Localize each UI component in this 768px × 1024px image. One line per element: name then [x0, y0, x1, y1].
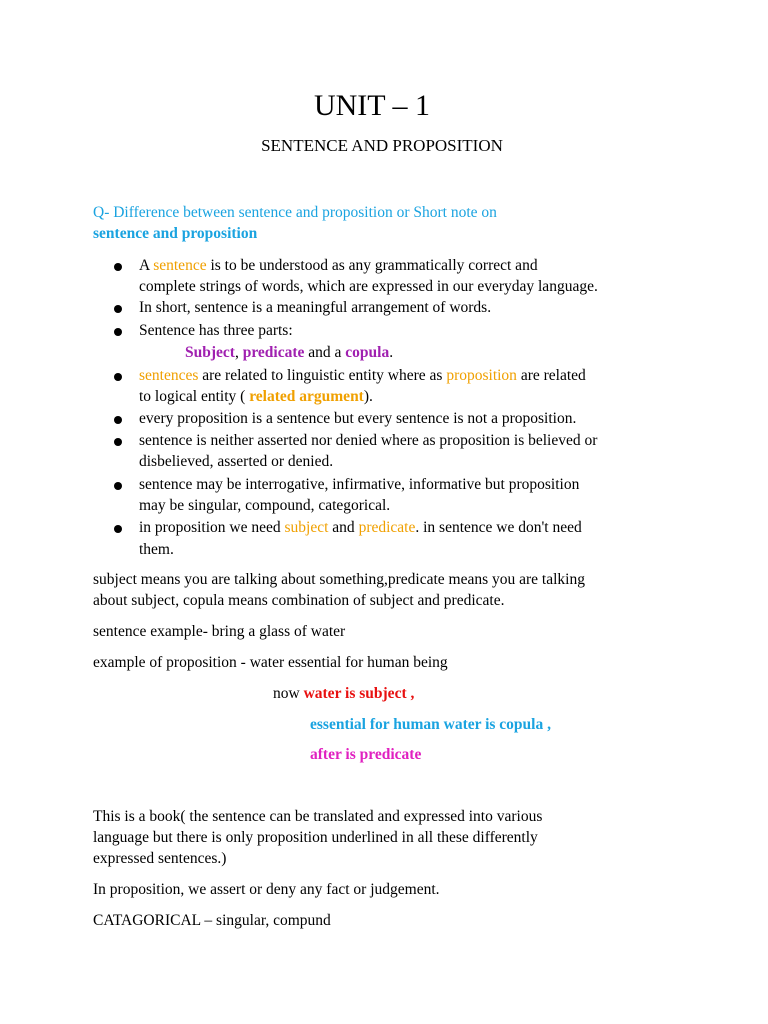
- bullet-6-line-1: sentence is neither asserted nor denied where as proposition is believed or: [139, 432, 598, 449]
- bullet-7-line-2: may be singular, compound, categorical.: [139, 497, 391, 514]
- paragraph-5: essential for human water is copula ,: [310, 716, 551, 733]
- paragraph-4-red: water is subject ,: [303, 685, 415, 702]
- part-end: .: [389, 344, 394, 361]
- bullet-4-line-1: [139, 368, 586, 384]
- bullet-dot: [114, 373, 122, 381]
- bullet-4-term-2: proposition: [446, 367, 517, 384]
- bullet-1-line-1: [139, 258, 538, 274]
- bullet-8-line-1: [139, 520, 582, 536]
- question-line-1: Q- Difference between sentence and proposition or Short note on: [93, 204, 497, 221]
- bullet-8-pre: in proposition we need: [139, 519, 285, 536]
- bullet-4-line-2-term: related argument: [249, 388, 364, 405]
- bullet-dot: [114, 416, 122, 424]
- paragraph-1-line-2: about subject, copula means combination of subject and predicate.: [93, 592, 505, 609]
- bullet-dot: [114, 263, 122, 271]
- part-subject: Subject: [185, 344, 235, 361]
- paragraph-7-line-1: This is a book( the sentence can be translated and expressed into various: [93, 808, 543, 825]
- bullet-3-parts: [185, 345, 393, 361]
- bullet-4-term-1: sentences: [139, 367, 199, 384]
- bullet-1-line-2: complete strings of words, which are expressed in our everyday language.: [139, 278, 598, 295]
- bullet-8-mid: and: [328, 519, 359, 536]
- paragraph-2: sentence example- bring a glass of water: [93, 623, 346, 640]
- paragraph-1-line-1: subject means you are talking about something,predicate means you are talking: [93, 571, 585, 588]
- bullet-3-line-1: Sentence has three parts:: [139, 322, 293, 339]
- bullet-8-line-2: them.: [139, 541, 174, 558]
- bullet-4-mid: are related to linguistic entity where as: [198, 367, 447, 384]
- bullet-1-term: sentence: [153, 257, 207, 274]
- paragraph-4: [273, 686, 414, 702]
- bullet-6-line-2: disbelieved, asserted or denied.: [139, 453, 334, 470]
- paragraph-3: example of proposition - water essential for human being: [93, 654, 448, 671]
- page-title: UNIT – 1: [313, 89, 431, 122]
- bullet-dot: [114, 305, 122, 313]
- part-sep: ,: [234, 344, 243, 361]
- part-copula: copula: [345, 344, 390, 361]
- bullet-2: In short, sentence is a meaningful arrangement of words.: [139, 299, 492, 316]
- paragraph-9: CATAGORICAL – singular, compund: [93, 912, 331, 929]
- bullet-dot: [114, 482, 122, 490]
- bullet-4-line-2-pre: to logical entity (: [139, 388, 250, 405]
- bullet-5: every proposition is a sentence but every sentence is not a proposition.: [139, 410, 577, 427]
- part-predicate: predicate: [242, 344, 305, 361]
- bullet-4-post: are related: [516, 367, 586, 384]
- bullet-8-post: . in sentence we don't need: [415, 519, 582, 536]
- page-subtitle: SENTENCE AND PROPOSITION: [261, 136, 503, 155]
- bullet-dot: [114, 525, 122, 533]
- paragraph-8: In proposition, we assert or deny any fact or judgement.: [93, 881, 440, 898]
- bullet-dot: [114, 438, 122, 446]
- bullet-dot: [114, 328, 122, 336]
- paragraph-4-pre: now: [273, 685, 304, 702]
- paragraph-7-line-2: language but there is only proposition underlined in all these differently: [93, 829, 538, 846]
- bullet-8-term-2: predicate: [358, 519, 416, 536]
- paragraph-7-line-3: expressed sentences.): [93, 850, 227, 867]
- bullet-7-line-1: sentence may be interrogative, infirmative, informative but proposition: [139, 476, 580, 493]
- question-line-2: sentence and proposition: [93, 225, 258, 242]
- paragraph-6: after is predicate: [310, 746, 422, 763]
- part-and: and a: [304, 344, 346, 361]
- bullet-8-term-1: subject: [284, 519, 329, 536]
- bullet-1-pre: A: [139, 257, 154, 274]
- bullet-4-line-2: [139, 389, 373, 405]
- bullet-1-post: is to be understood as any grammatically correct and: [206, 257, 538, 274]
- bullet-4-line-2-post: ).: [363, 388, 373, 405]
